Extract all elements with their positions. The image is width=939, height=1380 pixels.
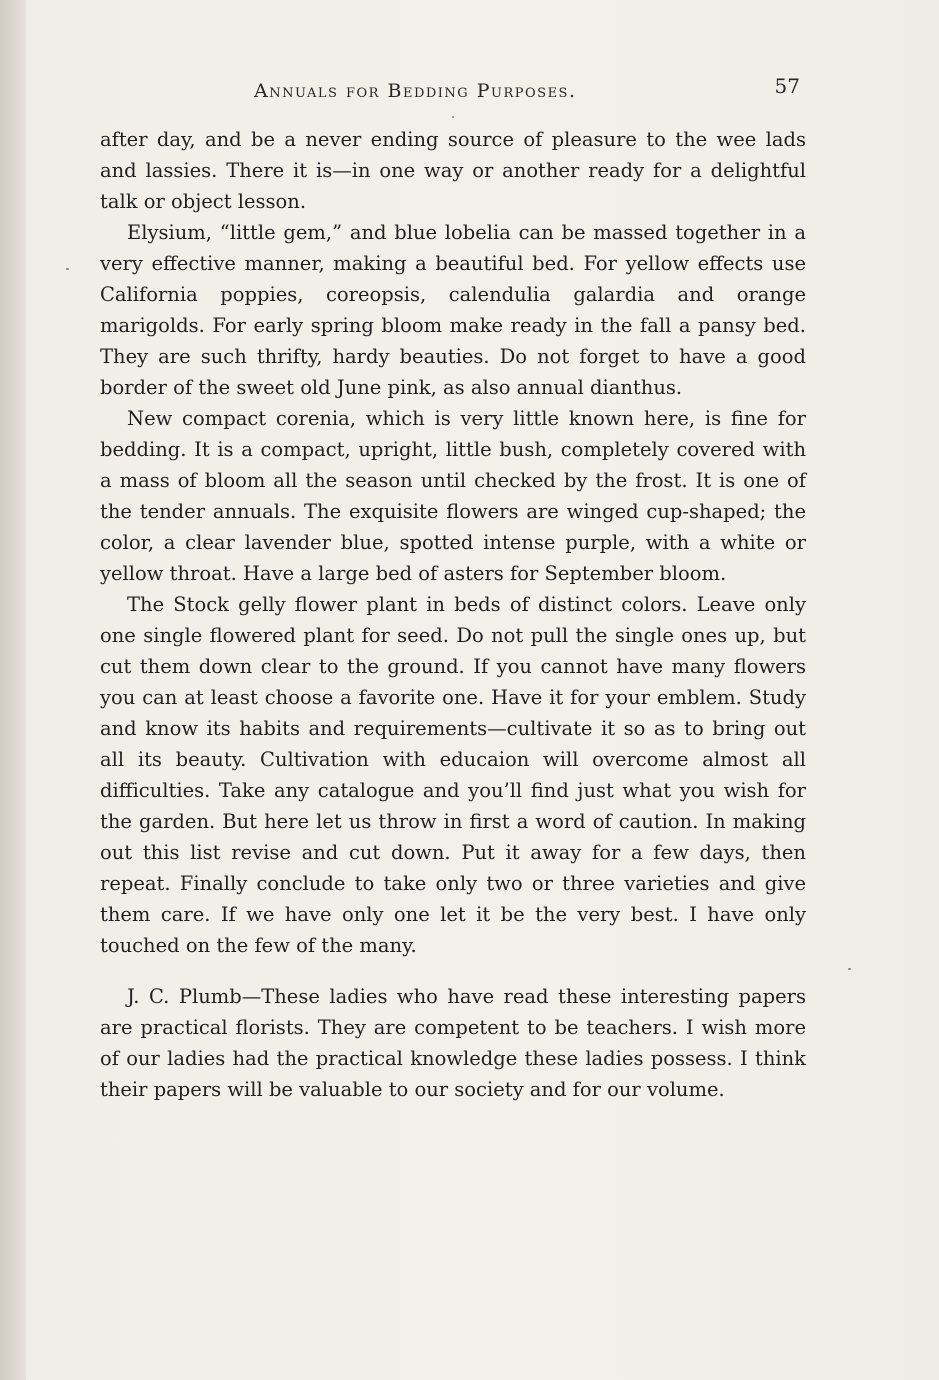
paper-speck: [848, 968, 851, 970]
paragraph-plumb-remarks: J. C. Plumb—These ladies who have read these interesting papers are practical florists. They are competent to be teachers. I wish more of our ladies had the practical knowledge these ladies possess. I think their papers will be valuable to our society and for our volume.: [100, 985, 806, 1101]
paragraph-elysium: Elysium, “little gem,” and blue lobelia can be massed together in a very effective manner, making a beautiful bed. For yellow effects use California poppies, coreopsis, calendulia galardia and orange marigolds. For early spring bloom make ready in the fall a pansy bed. They are such thrifty, hardy beauties. Do not forget to have a good border of the sweet old June pink, as also annual dianthus.: [100, 221, 806, 399]
paragraph-corenia: New compact corenia, which is very little known here, is fine for bedding. It is a compact, upright, little bush, completely covered with a mass of bloom all the season until checked by the frost. It is one of the tender annuals. The exquisite flowers are winged cup-shaped; the color, a clear lavender blue, spotted intense purple, with a white or yellow throat. Have a large bed of asters for September bloom.: [100, 407, 806, 585]
binding-shadow: [0, 0, 26, 1380]
paragraph-stock-gelly-flower: The Stock gelly flower plant in beds of distinct colors. Leave only one single flowered plant for seed. Do not pull the single ones up, but cut them down clear to the ground. If you cannot have many flowers you can at least choose a favorite one. Have it for your emblem. Study and know its habits and requirements—cultivate it so as to bring out all its beauty. Cultivation with educaion will overcome almost all difficulties. Take any catalogue and you’ll find just what you wish for the garden. But here let us throw in first a word of caution. In making out this list revise and cut down. Put it away for a few days, then repeat. Finally conclude to take only two or three varieties and give them care. If we have only one let it be the very best. I have only touched on the few of the many.: [100, 593, 806, 957]
running-head: Annuals for Bedding Purposes.: [254, 80, 577, 102]
page-header: [96, 74, 800, 104]
page-number: 57: [774, 74, 800, 98]
body-text: [100, 124, 806, 1105]
paper-speck: [452, 116, 454, 118]
paragraph-continued: after day, and be a never ending source of pleasure to the wee lads and lassies. There it is—in one way or another ready for a delightful talk or object lesson.: [100, 128, 806, 213]
paper-speck: [66, 268, 69, 270]
